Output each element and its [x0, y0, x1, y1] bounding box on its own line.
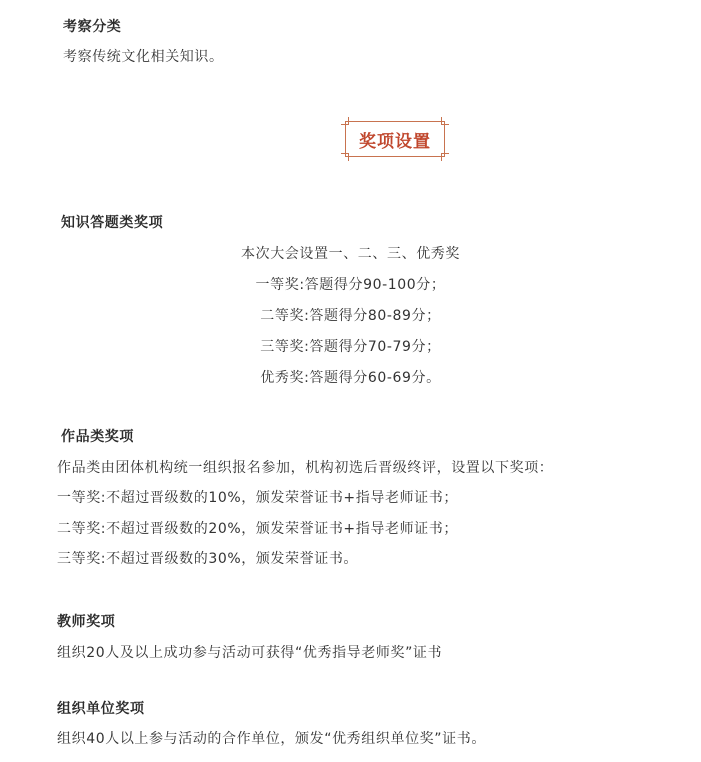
works-first-prize: 一等奖:不超过晋级数的10%，颁发荣誉证书+指导老师证书； [57, 490, 458, 506]
knowledge-first-prize: 一等奖:答题得分90-100分； [255, 277, 446, 293]
corner-ornament [441, 117, 449, 125]
knowledge-intro: 本次大会设置一、二、三、优秀奖 [241, 246, 460, 262]
category-heading: 考察分类 [63, 19, 122, 35]
teacher-heading: 教师奖项 [57, 614, 116, 630]
award-settings-title: 奖项设置 [359, 131, 431, 152]
teacher-text: 组织20人及以上成功参与活动可获得“优秀指导老师奖”证书 [57, 645, 443, 661]
corner-ornament [441, 153, 449, 161]
works-third-prize: 三等奖:不超过晋级数的30%，颁发荣誉证书。 [57, 551, 359, 567]
organization-text: 组织40人以上参与活动的合作单位，颁发“优秀组织单位奖”证书。 [57, 731, 486, 747]
knowledge-third-prize: 三等奖:答题得分70-79分； [260, 339, 441, 355]
knowledge-second-prize: 二等奖:答题得分80-89分； [260, 308, 441, 324]
corner-ornament [341, 153, 349, 161]
organization-heading: 组织单位奖项 [57, 701, 145, 717]
knowledge-excellent-prize: 优秀奖:答题得分60-69分。 [260, 370, 441, 386]
award-settings-title-box [345, 121, 445, 157]
works-intro: 作品类由团体机构统一组织报名参加，机构初选后晋级终评，设置以下奖项： [57, 460, 554, 476]
works-heading: 作品类奖项 [61, 429, 134, 445]
corner-ornament [341, 117, 349, 125]
works-second-prize: 二等奖:不超过晋级数的20%，颁发荣誉证书+指导老师证书； [57, 521, 458, 537]
knowledge-heading: 知识答题类奖项 [61, 215, 164, 231]
category-text: 考察传统文化相关知识。 [63, 49, 224, 65]
